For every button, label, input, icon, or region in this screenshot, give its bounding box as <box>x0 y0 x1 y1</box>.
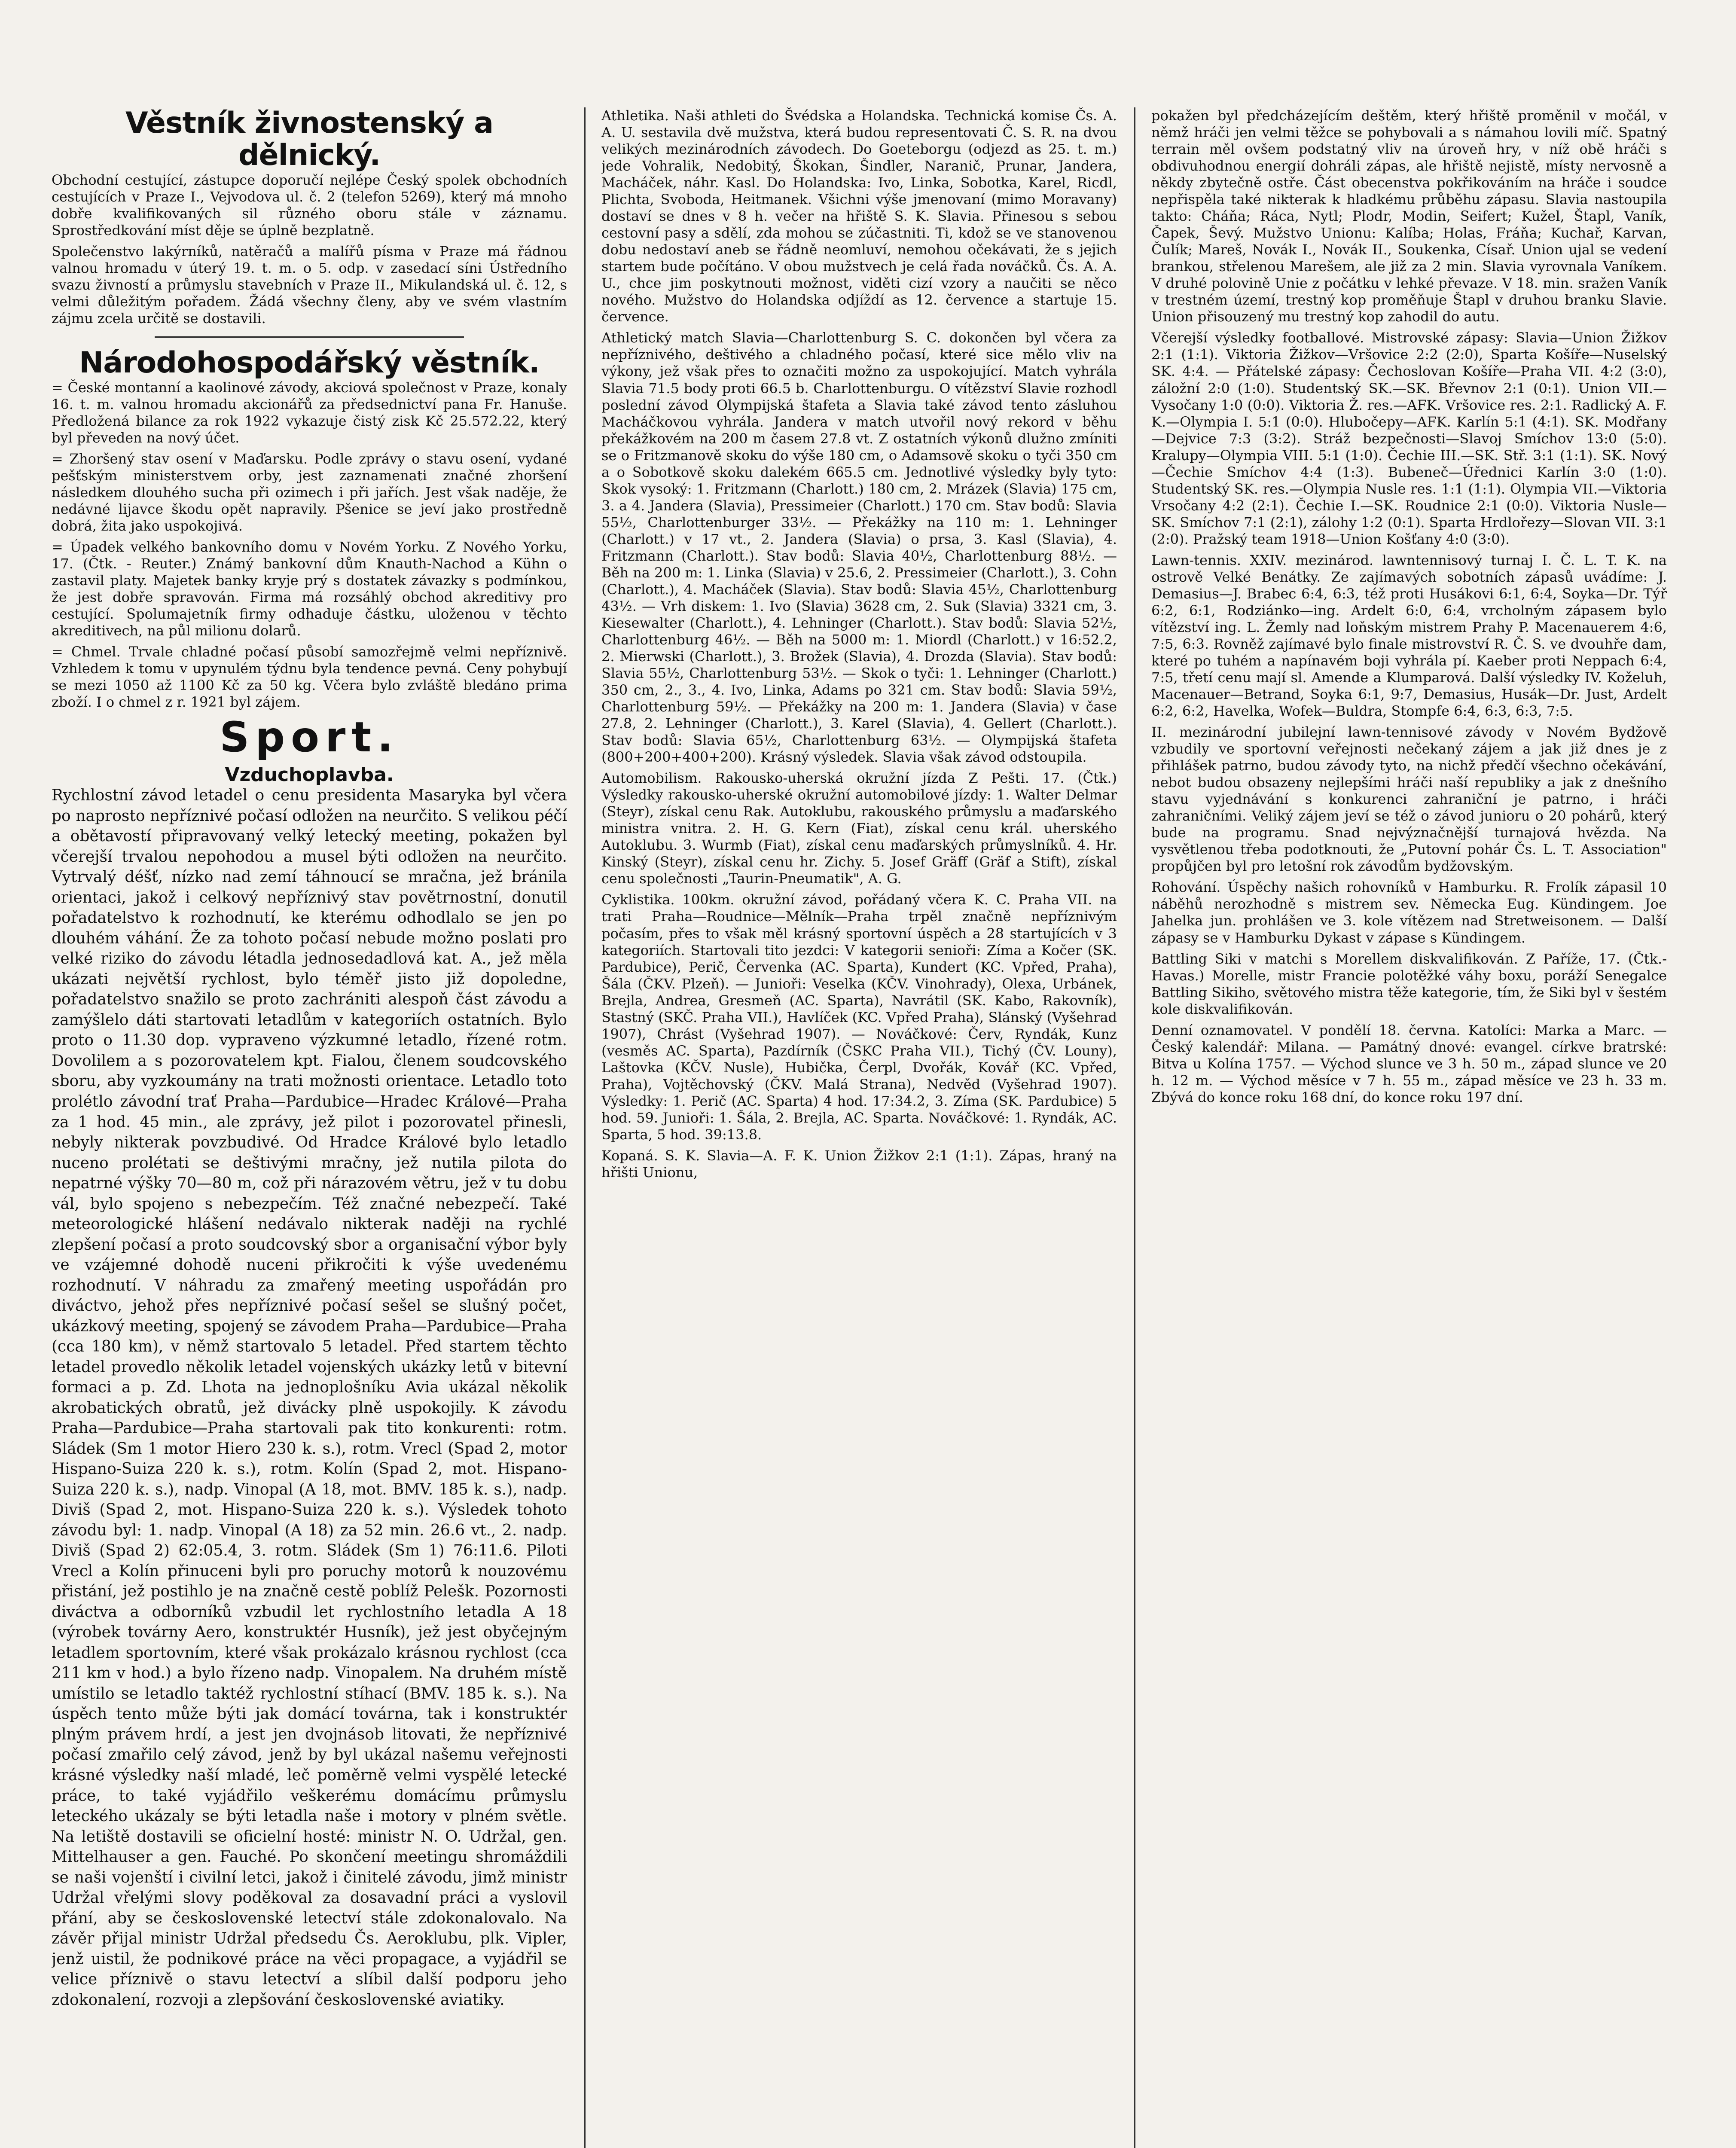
article-paragraph: II. mezinárodní jubilejní lawn-tennisové závody v Novém Bydžově vzbudily ve sportovní veřejnosti nečekaný zájem a jak již dnes je z přihlášek patrno, budou závody tyto, na nichž předčí všechno očekávání, nebot budou obsazeny nejlepšími hráči naší republiky a jak z dnešního stavu vyjednávání s konkurenci zahraniční je patrno, i hráči zahraničními. Veliký zájem jeví se též o závod junioru o 20 pohárů, který bude na programu. Snad nejvýznačnější turnajová hvězda. Na vysvětlenou třeba podotknouti, že „Putovní pohár Čs. L. T. Association" propůjčen byl pro letošní rok závodům bydžovským. <box>1151 724 1667 875</box>
article-paragraph: Battling Siki v matchi s Morellem diskvalifikován. Z Paříže, 17. (Čtk.-Havas.) Morelle, mistr Francie polotěžké váhy boxu, poráží Senegalce Battling Sikiho, světového mistra těže kategorie, tím, že Siki byl v šestém kole diskvalifikován. <box>1151 950 1667 1017</box>
column-rule <box>1134 107 1135 2148</box>
article-paragraph: Automobilism. Rakousko-uherská okružní jízda Z Pešti. 17. (Čtk.) Výsledky rakousko-uherské okružní automobilové jízdy: 1. Walter Delmar (Steyr), získal cenu Rak. Autoklubu, rakouského průmyslu a maďarského ministra vnitra. 2. H. G. Kern (Fiat), získal cenu král. uherského Autoklubu. 3. Wurmb (Fiat), získal cenu maďarských průmyslníků. 4. Hr. Kinský (Steyr), získal cenu hr. Zichy. 5. Josef Gräff (Gräf a Stift), získal cenu společnosti „Taurin-Pneumatik", A. G. <box>601 770 1117 887</box>
article-paragraph: Cyklistika. 100km. okružní závod, pořádaný včera K. C. Praha VII. na trati Praha—Roudnice—Mělník—Praha trpěl značně nepříznivým počasím, přes to však měl krásný sportovní úspěch a 28 startujících v 3 kategoriích. Startovali tito jezdci: V kategorii senioři: Zíma a Kočer (SK. Pardubice), Perič, Červenka (AC. Sparta), Kundert (KC. Vpřed, Praha), Šála (ČKV. Plzeň). — Junioři: Veselka (KČV. Vinohrady), Olexa, Urbánek, Brejla, Andrea, Gresmeň (AC. Sparta), Navrátil (SK. Kabo, Rakovník), Stastný (SKČ. Praha VII.), Havlíček (KC. Vpřed Praha), Slánský (Vyšehrad 1907), Chrást (Vyšehrad 1907). — Nováčkové: Červ, Ryndák, Kunz (vesměs AC. Sparta), Pazdírník (ČSKC Praha VII.), Tichý (ČV. Louny), Laštovka (KČV. Nusle), Hubička, Čerpl, Dvořák, Kovář (KC. Vpřed, Praha), Vojtěchovský (ČKV. Malá Strana), Nedvěd (Vyšehrad 1907). Výsledky: 1. Perič (AC. Sparta) 4 hod. 17:34.2, 3. Zíma (SK. Pardubice) 5 hod. 59. Junioři: 1. Šála, 2. Brejla, AC. Sparta. Nováčkové: 1. Ryndák, AC. Sparta, 5 hod. 39:13.8. <box>601 891 1117 1143</box>
section-heading-sport: Sport. <box>220 713 399 762</box>
article-paragraph: = Chmel. Trvale chladné počasí působí samozřejmě velmi nepříznivě. Vzhledem k tomu v upynulém týdnu byla tendence pevná. Ceny pohybují se mezi 1050 až 1100 Kč za 50 kg. Včera bylo zvláště bledáno prima zboží. I o chmel z r. 1921 byl zájem. <box>52 644 567 711</box>
article-paragraph: Kopaná. S. K. Slavia—A. F. K. Union Žižkov 2:1 (1:1). Zápas, hraný na hřišti Unionu, <box>601 1147 1117 1181</box>
column-rule <box>584 107 586 2148</box>
section-heading-economy: Národohospodářský věstník. <box>79 345 540 380</box>
subheading-aviation: Vzduchoplavba. <box>225 763 394 786</box>
article-paragraph: Rychlostní závod letadel o cenu presidenta Masaryka byl včera po naprosto nepříznivé počasí odložen na neurčito. S velikou péčí a obětavostí připravovaný velký letecký meeting, pokažen byl včerejší trvalou nepohodou a musel býti odložen na neurčito. Vytrvalý déšť, nízko nad zemí táhnoucí se mračna, jež bránila orientaci, jakož i celkový nepříznivý stav povětrnostní, donutil pořadatelstvo k rozhodnutí, ke kterému odhodlalo se jen po dlouhém váhání. Že za tohoto počasí nebude možno poslati pro velké riziko do závodu létadla jednosedadlová kat. A., jež měla ukázati největší rychlost, bylo téměř jisto již dopoledne, pořadatelstvo snažilo se proto zachrániti alespoň část závodu a zamýšlelo dáti startovati letadlům v kategoriích ostatních. Bylo proto o 11.30 dop. vypraveno výzkumné letadlo, řízené rotm. Dovolilem a s pozorovatelem kpt. Fialou, členem soudcovského sboru, aby vyzkoumány na trati možnosti orientace. Letadlo toto prolétlo závodní trať Praha—Pardubice—Hradec Králové—Praha za 1 hod. 45 min., ale zprávy, jež pilot i pozorovatel přinesli, nebyly nikterak povzbudivé. Od Hradce Králové bylo letadlo nuceno prolétati se deštivými mračny, jež nutila pilota do nepatrné výšky 70—80 m, což při nárazovém větru, jež v tu dobu vál, bylo spojeno s nebezpečím. Též značné nebezpečí. Také meteorologické hlášení nedávalo nikterak naději na rychlé zlepšení počasí a proto soudcovský sbor a organisační výbor byly ve vzájemné dohodě nuceni přikročiti k výše uvedenému rozhodnutí. V náhradu za zmařený meeting uspořádán pro diváctvo, jehož přes nepříznivé počasí sešel se slušný počet, ukázkový meeting, spojený se závodem Praha—Pardubice—Praha (cca 180 km), v němž startovalo 5 letadel. Před startem těchto letadel provedlo několik letadel vojenských ukázky letů v bitevní formaci a p. Zd. Lhota na jednoplošníku Avia ukázal několik akrobatických obratů, jež divácky plně uspokojily. K závodu Praha—Pardubice—Praha startovali pak tito konkurenti: rotm. Sládek (Sm 1 motor Hiero 230 k. s.), rotm. Vrecl (Spad 2, motor Hispano-Suiza 220 k. s.), rotm. Kolín (Spad 2, mot. Hispano-Suiza 220 k. s.), nadp. Vinopal (A 18, mot. BMV. 185 k. s.), nadp. Diviš (Spad 2, mot. Hispano-Suiza 220 k. s.). Výsledek tohoto závodu byl: 1. nadp. Vinopal (A 18) za 52 min. 26.6 vt., 2. nadp. Diviš (Spad 2) 62:05.4, 3. rotm. Sládek (Sm 1) 76:11.6. Piloti Vrecl a Kolín přinuceni byli pro poruchy motorů k nouzovému přistání, jež postihlo je na značně cestě poblíž Pelešk. Pozornosti diváctva a odborníků vzbudil let rychlostního letadla A 18 (výrobek továrny Aero, konstruktér Husník), jež jest obyčejným letadlem sportovním, které však prokázalo krásnou rychlost (cca 211 km v hod.) a bylo řízeno nadp. Vinopalem. Na druhém místě umístilo se letadlo taktéž rychlostní stíhací (BMV. 185 k. s.). Na úspěch tento může býti jak domácí továrna, tak i konstruktér plným právem hrdí, a jest jen dvojnásob litovati, že nepříznivé počasí zmařilo celý závod, jenž by byl ukázal našemu veřejnosti krásné výsledky naší mladé, leč poměrně velmi vyspělé letecké práce, to také vyjádřilo veškerému domácímu průmyslu leteckého ukázaly se býti letadla naše i motory v plném světle. Na letiště dostavili se oficielní hosté: ministr N. O. Udržal, gen. Mittelhauser a gen. Fauché. Po skončení meetingu shromáždili se naši vojenští i civilní letci, jakož i činitelé závodu, jimž ministr Udržal vřelými slovy poděkoval za dosavadní práci a vyslovil přání, aby se československé letectví stále zdokonalovalo. Na závěr přijal ministr Udržal předsedu Čs. Aeroklubu, plk. Vipler, jenž uistil, že podnikové práce na věci propagace, a vyjádřil se velice příznivě o stavu letectví a slíbil další podporu jeho zdokonalení, rozvoji a zlepšování československé aviatiky. <box>52 787 567 2009</box>
column-middle <box>601 107 1117 2148</box>
separator <box>155 336 464 338</box>
column-right <box>1151 107 1667 2148</box>
article-paragraph: Athletika. Naši athleti do Švédska a Holandska. Technická komise Čs. A. A. U. sestavila dvě mužstva, která budou representovati Č. S. R. na dvou velikých mezinárodních závodech. Do Goeteborgu (odjezd as 25. t. m.) jede Vohralik, Nedobitý, Škokan, Šindler, Naranič, Prunar, Jandera, Macháček, náhr. Kasl. Do Holandska: Ivo, Linka, Sobotka, Karel, Ricdl, Plichta, Svoboda, Heitmanek. Všichni výše jmenovaní (mimo Moravany) dostaví se dnes v 8 h. večer na hřiště S. K. Slavia. Přinesou s sebou cestovní pasy a sdělí, zda mohou se zúčastniti. Ti, kdož se ve stanovenou dobu nedostaví aneb se řádně neomluví, nemohou očekávati, že s jejich startem bude počítáno. V obou mužstvech je celá řada nováčků. Čs. A. A. U., chce jim poskytnouti možnost, viděti cizí vzory a naučiti se něco nového. Mužstvo do Holandska odjíždí as 12. července a startuje 15. července. <box>601 107 1117 325</box>
article-paragraph: Společenstvo lakýrníků, natěračů a malířů písma v Praze má řádnou valnou hromadu v úterý 19. t. m. o 5. odp. v zasedací síni Ústředního svazu živností a průmyslu stavebních v Praze II., Mikulandská ul. č. 12, s velmi důležitým pořadem. Žádá všechny členy, aby ve svém vlastním zájmu zcela určitě se dostavili. <box>52 243 567 326</box>
article-paragraph: Athletický match Slavia—Charlottenburg S. C. dokončen byl včera za nepříznivého, deštivého a chladného počasí, které sice mělo vliv na výkony, jež však přes to označiti možno za uspokojující. Match vyhrála Slavia 71.5 body proti 66.5 b. Charlottenburgu. O vítězství Slavie rozhodl poslední závod Olympijská štafeta a Slavia také závod tento zásluhou Macháčkovou vyhrála. Jandera v match utvořil nový rekord v běhu překážkovém na 200 m časem 27.8 vt. Z ostatních výkonů dlužno zmíniti se o Fritzmanově skoku do výše 180 cm, o Adamsově skoku o tyči 350 cm a o Sobotkově skoku dalekém 665.5 cm. Jednotlivé výsledky byly tyto: Skok vysoký: 1. Fritzmann (Charlott.) 180 cm, 2. Mrázek (Slavia) 175 cm, 3. a 4. Jandera (Slavia), Pressimeier (Charlott.) 170 cm. Stav bodů: Slavia 55½, Charlottenburger 33½. — Překážky na 110 m: 1. Lehninger (Charlott.) v 17 vt., 2. Jandera (Slavia) o prsa, 3. Kasl (Slavia), 4. Fritzmann (Charlott.). Stav bodů: Slavia 40½, Charlottenburg 88½. — Běh na 200 m: 1. Linka (Slavia) v 25.6, 2. Pressimeier (Charlott.), 3. Cohn (Charlott.), 4. Macháček (Slavia). Stav bodů: Slavia 45½, Charlottenburg 43½. — Vrh diskem: 1. Ivo (Slavia) 3628 cm, 2. Suk (Slavia) 3321 cm, 3. Kiesewalter (Charlott.), 4. Lehninger (Charlott.). Stav bodů: Slavia 52½, Charlottenburg 46½. — Běh na 5000 m: 1. Miordl (Charlott.) v 16:52.2, 2. Mierwski (Charlott.), 3. Brožek (Slavia), 4. Drozda (Slavia). Stav bodů: Slavia 55½, Charlottenburg 53½. — Skok o tyči: 1. Lehninger (Charlott.) 350 cm, 2., 3., 4. Ivo, Linka, Adams po 321 cm. Stav bodů: Slavia 59½, Charlottenburg 59½. — Překážky na 200 m: 1. Jandera (Slavia) v čase 27.8, 2. Lehninger (Charlott.), 3. Karel (Slavia), 4. Gellert (Charlott.). Stav bodů: Slavia 65½, Charlottenburg 63½. — Olympijská štafeta (800+200+400+200). Krásný výsledek. Slavia však závod odstoupila. <box>601 330 1117 766</box>
article-paragraph: Rohování. Úspěchy našich rohovníků v Hamburku. R. Frolík zápasil 10 náběhů nerozhodně s mistrem sev. Německa Eug. Kündingem. Joe Jahelka jun. prohlášen ve 3. kole vítězem nad Stretweisonem. — Další zápasy se v Hamburku Dykast v zápase s Kündingem. <box>1151 879 1667 946</box>
newspaper-page <box>52 107 1684 2148</box>
article-paragraph: = České montanní a kaolinové závody, akciová společnost v Praze, konaly 16. t. m. valnou hromadu akcionářů za předsednictví pana Fr. Hanuše. Předložená bilance za rok 1922 vykazuje čistý zisk Kč 25.572.22, který byl převeden na nový účet. <box>52 379 567 446</box>
section-heading-trade: Věstník živnostenský a dělnický. <box>125 107 494 172</box>
column-left <box>52 107 567 2148</box>
article-paragraph: Denní oznamovatel. V pondělí 18. června. Katolíci: Marka a Marc. — Český kalendář: Milana. — Památný dnové: evangel. církve bratrské: Bitva u Kolína 1757. — Východ slunce ve 3 h. 50 m., západ slunce ve 20 h. 12 m. — Východ měsíce v 7 h. 55 m., západ měsíce ve 23 h. 33 m. Zbývá do konce roku 168 dní, do konce roku 197 dní. <box>1151 1022 1667 1105</box>
article-paragraph: = Zhoršený stav osení v Maďarsku. Podle zprávy o stavu osení, vydané pešťským ministerstvem orby, jest zaznamenati značné zhoršení následkem dlouhého sucha při ozimech i při jařích. Jest však naděje, že nedávné lijavce škodu opět napravily. Pšenice se jeví jako prostředně dobrá, žita jako uspokojivá. <box>52 450 567 534</box>
article-paragraph: Lawn-tennis. XXIV. mezinárod. lawntennisový turnaj I. Č. L. T. K. na ostrově Velké Benátky. Ze zajímavých sobotních zápasů uvádíme: J. Demasius—J. Brabec 6:4, 6:3, též proti Husákovi 6:1, 6:4, Soyka—Dr. Týř 6:2, 6:1, Rodziánko—ing. Ardelt 6:0, 6:4, vrcholným zápasem bylo vítězství ing. L. Žemly nad loňským mistrem Prahy P. Macenauerem 4:6, 7:5, 6:3. Rovněž zajímavé bylo finale mistrovství R. Č. S. ve dvouhře dam, které po tuhém a napínavém boji vyhrála pí. Kaeber proti Neppach 6:4, 7:5, třetí cenu mají sl. Amende a Klumparová. Další výsledky IV. Koželuh, Macenauer—Betrand, Soyka 6:1, 9:7, Demasius, Husák—Dr. Just, Ardelt 6:2, 6:2, Havelka, Wofek—Buldra, Stompfe 6:4, 6:3, 6:3, 7:5. <box>1151 552 1667 720</box>
article-paragraph: = Úpadek velkého bankovního domu v Novém Yorku. Z Nového Yorku, 17. (Čtk. - Reuter.) Známý bankovní dům Knauth-Nachod a Kühn o zastavil platy. Majetek banky kryje prý s dostatek závazky s podmínkou, že jest dobře spravován. Firma má rozsáhlý obchod akreditivy pro cestující. Spolumajetník firmy odhaduje částku, uloženou v těchto akreditivech, na půl milionu dolarů. <box>52 538 567 639</box>
article-paragraph: Včerejší výsledky footballové. Mistrovské zápasy: Slavia—Union Žižkov 2:1 (1:1). Viktoria Žižkov—Vršovice 2:2 (2:0), Sparta Košíře—Nuselský SK. 4:4. — Přátelské zápasy: Čechoslovan Košíře—Praha VII. 4:2 (3:0), záložní 2:0 (1:0). Studentský SK.—SK. Břevnov 2:1 (0:1). Union VII.—Vysočany 1:0 (0:0). Viktoria Ž. res.—AFK. Vršovice res. 2:1. Radlický A. F. K.—Olympia I. 5:1 (0:0). Hlubočepy—AFK. Karlín 5:1 (4:1). SK. Modřany—Dejvice 7:3 (3:2). Stráž bezpečnosti—Slavoj Smíchov 13:0 (5:0). Kralupy—Olympia VIII. 5:1 (1:0). Čechie III.—SK. Stř. 3:1 (1:1). SK. Nový—Čechie Smíchov 4:4 (1:3). Bubeneč—Úřednici Karlín 3:0 (1:0). Studentský SK. res.—Olympia Nusle res. 1:1 (1:1). Olympia VII.—Viktoria Vrsočany 4:2 (2:1). Čechie I.—SK. Roudnice 2:1 (0:0). Viktoria Nusle—SK. Smíchov 7:1 (2:1), zálohy 1:2 (0:1). Sparta Hrdlořezy—Slovan VII. 3:1 (2:0). Pražský team 1918—Union Košťany 4:0 (3:0). <box>1151 330 1667 547</box>
article-paragraph: pokažen byl předcházejícím deštěm, který hřiště proměnil v močál, v němž hráči jen velmi těžce se pohybovali a s námahou lovili míč. Spatný terrain měl ovšem podstatný vliv na úroveň hry, v níž obě hráči s obdivuhodnou energií dohráli zápas, ale hřiště nejistě, místy nervosně a někdy zbytečně ostře. Část obecenstva pokřikováním na hráče i soudce nepřispěla také nikterak k hladkému průběhu zápasu. Slavia nastoupila takto: Cháňa; Ráca, Nytl; Plodr, Modin, Seifert; Kužel, Štapl, Vaník, Čapek, Ševý. Mužstvo Unionu: Kalíba; Holas, Fráňa; Kuchař, Karvan, Čulík; Mareš, Novák I., Novák II., Soukenka, Císař. Union ujal se vedení brankou, střelenou Marešem, ale již za 2 min. Slavia vyrovnala Vaníkem. V druhé polovině Unie z počátku v lehké převaze. V 18. min. sražen Vaník v trestném území, trestný kop proměňuje Štapl v druhou branku Slavie. Union přisouzený mu trestný kop zahodil do autu. <box>1151 107 1667 325</box>
article-paragraph: Obchodní cestující, zástupce doporučí nejlépe Český spolek obchodních cestujících v Praze I., Vejvodova ul. č. 2 (telefon 5269), který má mnoho dobře kvalifikovaných sil různého oboru stále v záznamu. Sprostředkování míst děje se úplně bezplatně. <box>52 171 567 238</box>
